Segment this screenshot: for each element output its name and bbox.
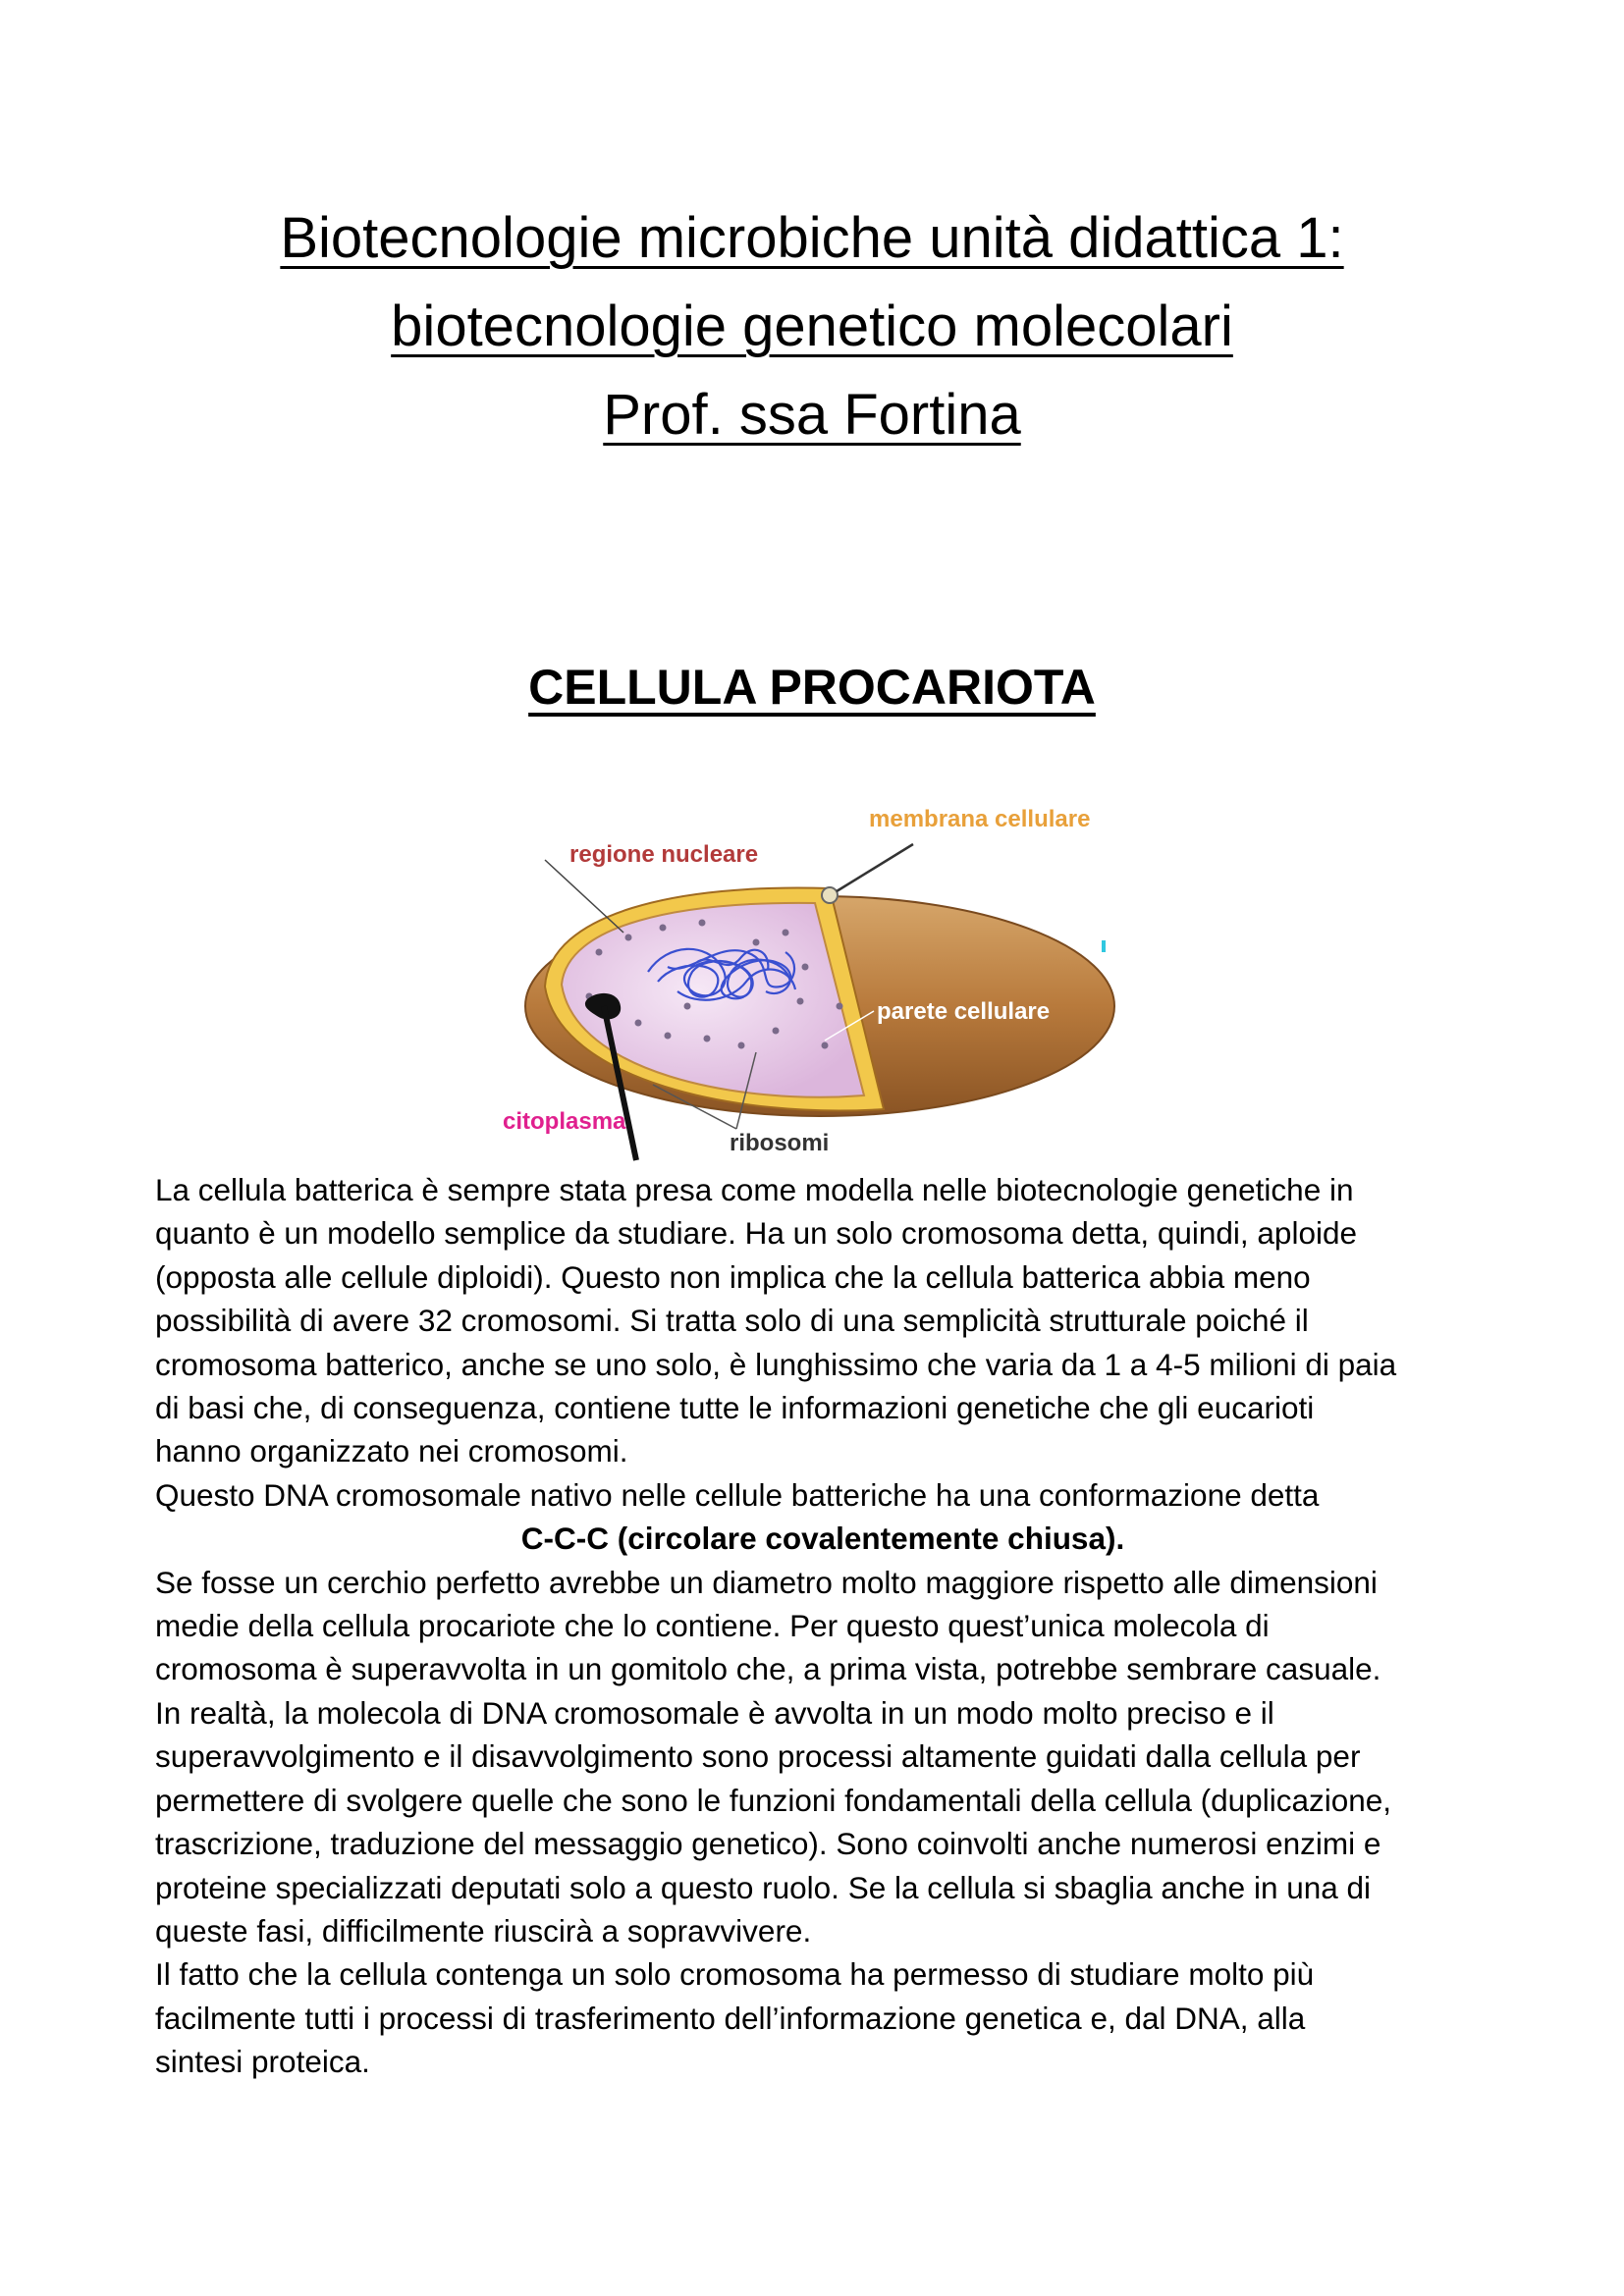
membrane-bead — [822, 887, 838, 903]
body-line: Il fatto che la cellula contenga un solo cromosoma ha permesso di studiare molto più — [155, 1956, 1315, 1993]
body-line: trascrizione, traduzione del messaggio genetico). Sono coinvolti anche numerosi enzimi e — [155, 1826, 1381, 1862]
cell-illustration — [491, 795, 1139, 1173]
body-line: superavvolgimento e il disavvolgimento sono processi altamente guidati dalla cellula per — [155, 1738, 1361, 1775]
body-line: possibilità di avere 32 cromosomi. Si tratta solo di una semplicità strutturale poiché il — [155, 1303, 1309, 1339]
label-citoplasma: citoplasma — [503, 1108, 626, 1135]
body-line: quanto è un modello semplice da studiare. Ha un solo cromosoma detta, quindi, aploide — [155, 1215, 1357, 1252]
pointer-regione — [545, 860, 623, 933]
body-line: queste fasi, difficilmente riuscirà a sopravvivere. — [155, 1912, 812, 1949]
label-regione-nucleare: regione nucleare — [569, 841, 759, 868]
body-line: (opposta alle cellule diploidi). Questo non implica che la cellula batterica abbia meno — [155, 1258, 1311, 1295]
document-title — [0, 194, 1624, 459]
pointer-membrana — [837, 844, 913, 891]
body-line: In realtà, la molecola di DNA cromosomale è avvolta in un modo molto preciso e il — [155, 1694, 1274, 1731]
section-heading: CELLULA PROCARIOTA — [528, 660, 1096, 715]
body-line: permettere di svolgere quelle che sono le funzioni fondamentali della cellula (duplicazione, — [155, 1782, 1392, 1818]
ccc-definition: C-C-C (circolare covalentemente chiusa). — [520, 1521, 1125, 1557]
label-membrana-cellulare: membrana cellulare — [869, 806, 1091, 832]
title-line-1: Biotecnologie microbiche unità didattica 1: — [280, 206, 1344, 270]
cyan-mark — [1102, 940, 1106, 952]
label-parete-cellulare: parete cellulare — [877, 998, 1051, 1025]
body-line: cromosoma è superavvolta in un gomitolo che, a prima vista, potrebbe sembrare casuale. — [155, 1651, 1381, 1687]
body-line: cromosoma batterico, anche se uno solo, è lunghissimo che varia da 1 a 4-5 milioni di paia — [155, 1346, 1397, 1382]
body-line: Se fosse un cerchio perfetto avrebbe un diametro molto maggiore rispetto alle dimensioni — [155, 1564, 1378, 1600]
body-text — [155, 1168, 1490, 2084]
body-line: medie della cellula procariote che lo contiene. Per questo quest’unica molecola di — [155, 1608, 1270, 1644]
body-line: Questo DNA cromosomale nativo nelle cellule batteriche ha una conformazione detta — [155, 1476, 1320, 1513]
title-line-3: Prof. ssa Fortina — [603, 383, 1021, 447]
body-line: hanno organizzato nei cromosomi. — [155, 1433, 628, 1469]
body-line: La cellula batterica è sempre stata presa come modella nelle biotecnologie genetiche in — [155, 1172, 1354, 1207]
body-line: sintesi proteica. — [155, 2044, 370, 2080]
label-ribosomi: ribosomi — [730, 1130, 830, 1156]
body-line: facilmente tutti i processi di trasferimento dell’informazione genetica e, dal DNA, alla — [155, 2000, 1306, 2036]
prokaryotic-cell-diagram — [491, 795, 1139, 1173]
body-line: proteine specializzati deputati solo a questo ruolo. Se la cellula si sbaglia anche in una di — [155, 1869, 1372, 1905]
title-line-2: biotecnologie genetico molecolari — [391, 294, 1233, 358]
body-line: di basi che, di conseguenza, contiene tutte le informazioni genetiche che gli eucarioti — [155, 1390, 1315, 1426]
